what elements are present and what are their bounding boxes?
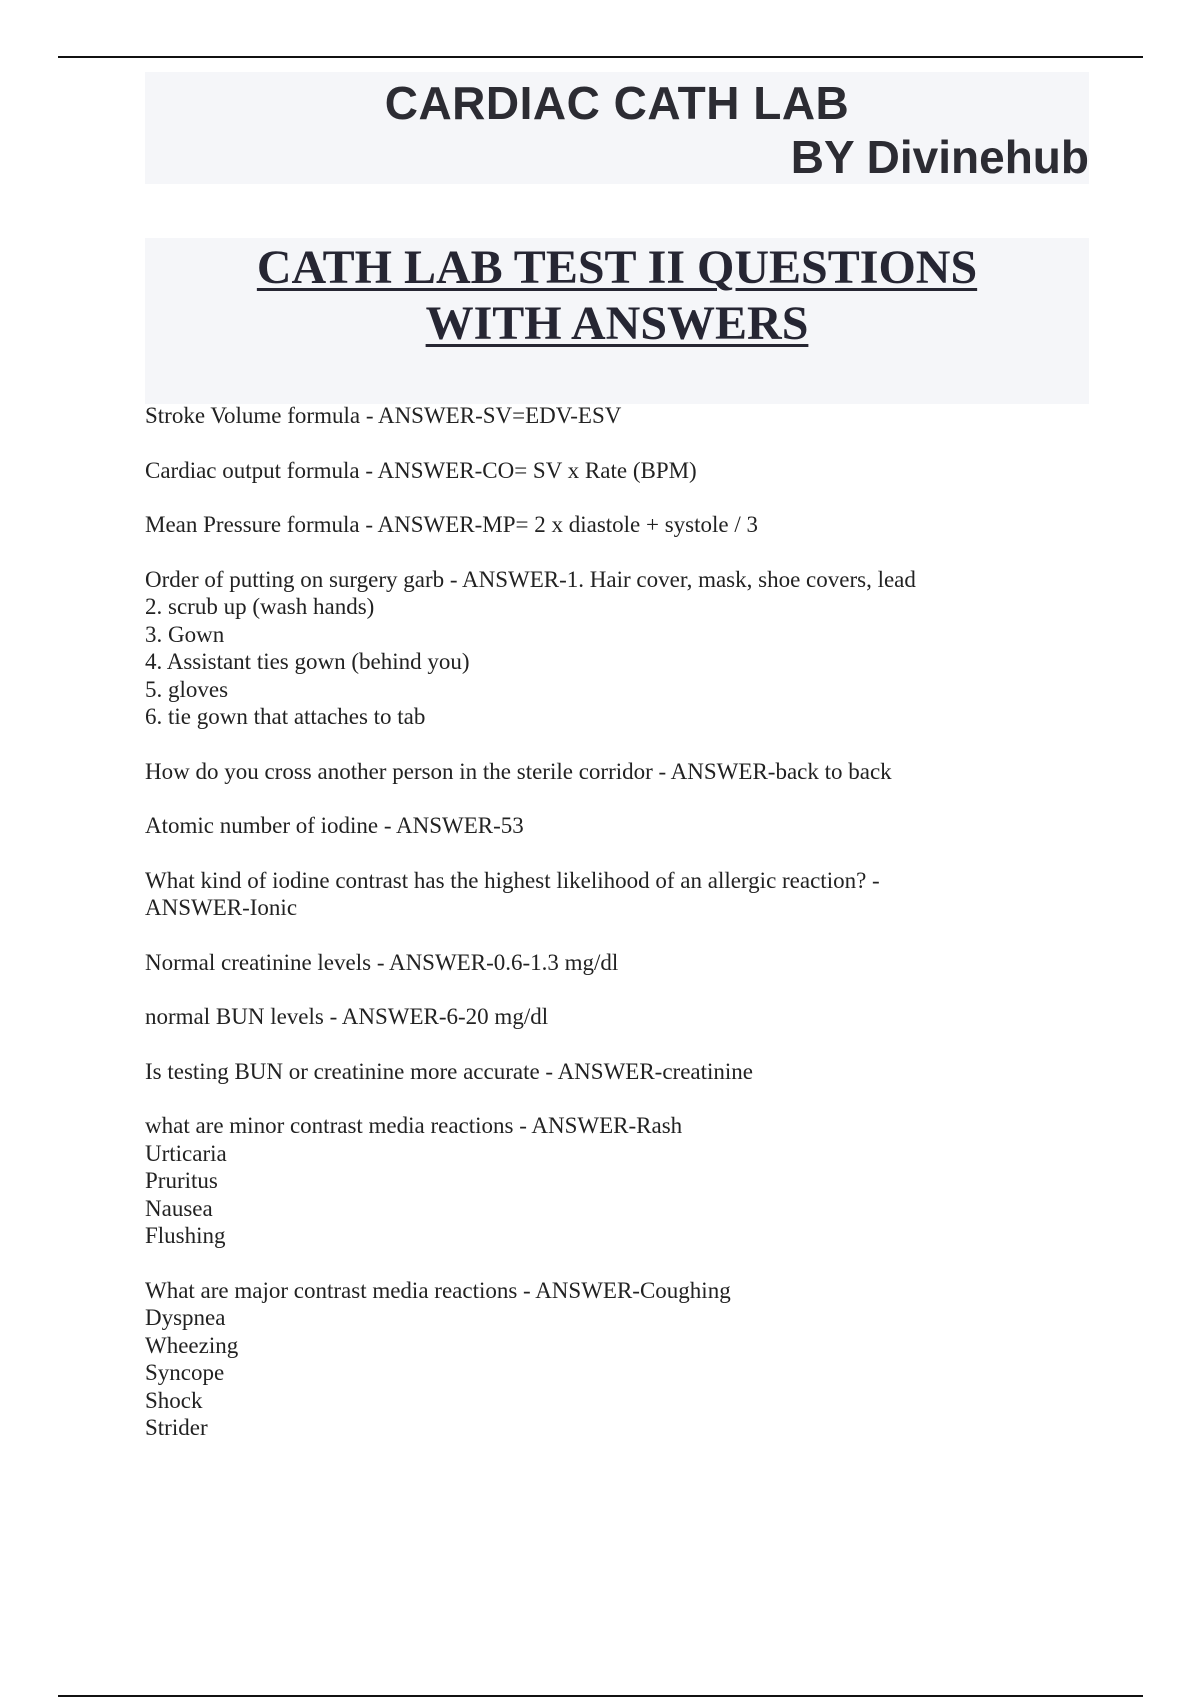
qa-answer-line: Strider [145,1415,208,1440]
qa-item [145,812,1089,840]
qa-answer-line: Urticaria [145,1140,227,1166]
qa-answer-line: Wheezing [145,1332,239,1358]
qa-question-line: Normal creatinine levels - ANSWER-0.6-1.3 mg/dl [145,949,619,975]
qa-question-line: Atomic number of iodine - ANSWER-53 [145,813,524,838]
qa-answer-line: 4. Assistant ties gown (behind you) [145,649,470,674]
qa-item [145,402,1089,430]
document-header [145,72,1089,184]
qa-item [145,1112,1089,1250]
qa-answer-line: Syncope [145,1360,225,1385]
qa-answer-line: ANSWER-Ionic [145,895,298,920]
qa-question-line: How do you cross another person in the sterile corridor - ANSWER-back to back [145,758,892,784]
qa-answer-line: 5. gloves [145,676,229,702]
qa-item [145,1277,1089,1442]
qa-question-line: Mean Pressure formula - ANSWER-MP= 2 x diastole + systole / 3 [145,512,759,537]
qa-question-line: What are major contrast media reactions - ANSWER-Coughing [145,1277,731,1303]
qa-question-line: Is testing BUN or creatinine more accurate - ANSWER-creatinine [145,1058,753,1084]
qa-answer-line: 2. scrub up (wash hands) [145,594,375,619]
qa-answer-line: Nausea [145,1195,213,1221]
qa-item [145,949,1089,977]
qa-answer-line: 6. tie gown that attaches to tab [145,704,426,729]
qa-question-line: Cardiac output formula - ANSWER-CO= SV x Rate (BPM) [145,457,697,483]
document-title [145,240,1089,352]
qa-answer-line: Dyspnea [145,1305,226,1330]
bottom-rule [58,1695,1143,1697]
top-rule [58,56,1143,58]
header-byline: BY Divinehub [790,131,1089,183]
qa-item [145,457,1089,485]
title-line-2: WITH ANSWERS [425,297,809,350]
qa-item [145,1003,1089,1031]
qa-question-line: normal BUN levels - ANSWER-6-20 mg/dl [145,1004,549,1029]
qa-answer-line: Flushing [145,1223,226,1248]
qa-item [145,867,1089,922]
qa-question-line: Stroke Volume formula - ANSWER-SV=EDV-ESV [145,403,622,428]
qa-item [145,511,1089,539]
title-line-1: CATH LAB TEST II QUESTIONS [256,241,978,294]
qa-item [145,758,1089,786]
qa-answer-line: 3. Gown [145,621,225,647]
qa-question-line: what are minor contrast media reactions - ANSWER-Rash [145,1113,683,1138]
qa-question-line: What kind of iodine contrast has the highest likelihood of an allergic reaction? - [145,867,880,893]
title-block [145,238,1089,404]
qa-item [145,1058,1089,1086]
qa-question-line: Order of putting on surgery garb - ANSWER-1. Hair cover, mask, shoe covers, lead [145,566,916,592]
qa-answer-line: Shock [145,1387,203,1413]
header-title: CARDIAC CATH LAB [384,77,850,129]
qa-answer-line: Pruritus [145,1168,218,1193]
qa-item [145,566,1089,731]
qa-list [145,402,1089,1469]
